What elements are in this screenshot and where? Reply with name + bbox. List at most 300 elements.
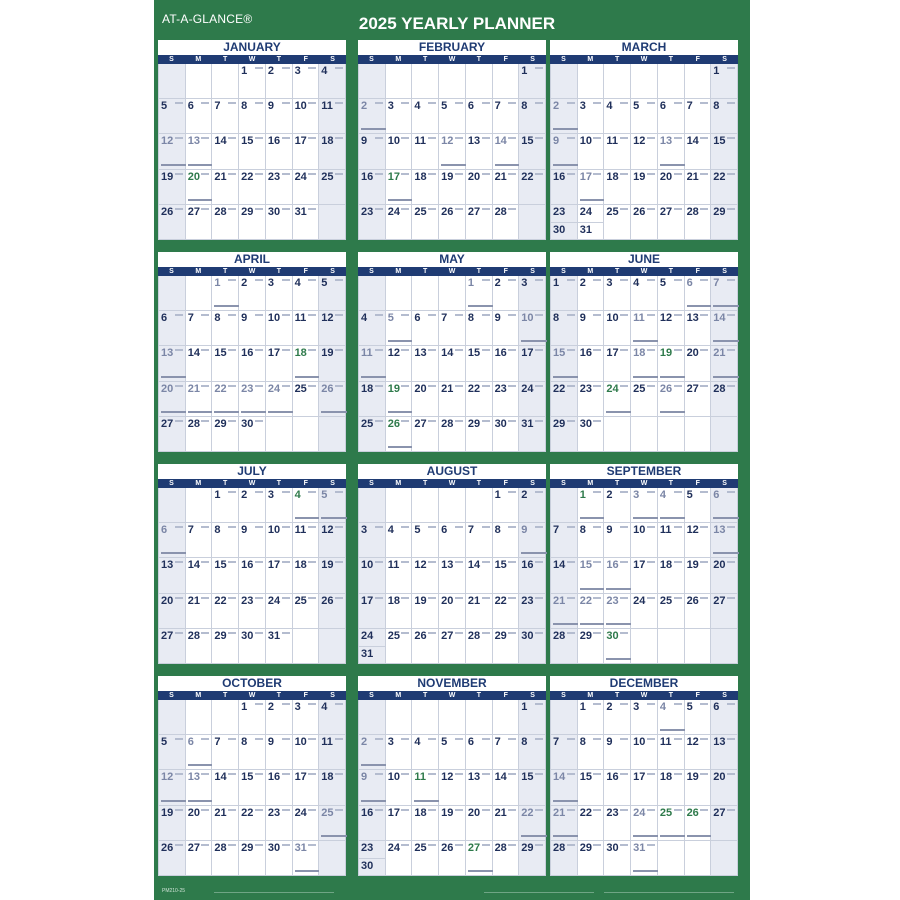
day-number: 24: [633, 594, 646, 607]
day-of-year-mark: [201, 526, 209, 528]
day-of-year-mark: [674, 349, 682, 351]
day-number: 15: [214, 559, 227, 572]
empty-cell: [386, 64, 413, 99]
weekday-label: S: [561, 480, 566, 487]
day-of-year-mark: [201, 597, 209, 599]
day-number: 23: [606, 594, 619, 607]
footer: [154, 886, 750, 900]
day-cell: [159, 523, 186, 558]
day-of-year-mark: [535, 137, 543, 139]
weekday-label: S: [369, 692, 374, 699]
holiday-note: [553, 835, 579, 837]
day-number: 7: [214, 736, 221, 749]
day-cell: [266, 806, 293, 841]
day-number: 18: [606, 170, 619, 183]
day-cell: [466, 806, 493, 841]
holiday-note: [713, 517, 739, 519]
day-number: 18: [294, 347, 307, 360]
day-of-year-mark: [482, 349, 490, 351]
day-cell: [578, 841, 605, 876]
day-of-year-mark: [535, 561, 543, 563]
day-of-year-mark: [567, 773, 575, 775]
day-of-year-mark: [335, 349, 343, 351]
day-number: 12: [686, 736, 699, 749]
day-cell: [493, 99, 520, 134]
day-of-year-mark: [201, 208, 209, 210]
day-of-year-mark: [228, 102, 236, 104]
day-number: 22: [467, 382, 481, 395]
empty-cell: [631, 417, 658, 452]
day-of-year-mark: [535, 420, 543, 422]
weekday-header: [550, 55, 738, 64]
weekday-label: T: [668, 480, 673, 487]
day-cell: [412, 311, 439, 346]
day-of-year-mark: [482, 208, 490, 210]
day-of-year-mark: [482, 102, 490, 104]
day-of-year-mark: [255, 279, 263, 281]
day-of-year-mark: [727, 703, 735, 705]
day-number: 6: [467, 100, 474, 113]
day-number: 5: [414, 524, 421, 537]
empty-cell: [359, 488, 386, 523]
day-of-year-mark: [308, 738, 316, 740]
day-cell: [493, 806, 520, 841]
day-of-year-mark: [175, 738, 183, 740]
day-cell: [711, 735, 738, 770]
empty-cell: [412, 64, 439, 99]
holiday-note: [388, 340, 414, 342]
day-number: 24: [294, 806, 307, 819]
day-of-year-mark: [567, 526, 575, 528]
day-number: 27: [441, 629, 454, 642]
day-cell: [319, 276, 346, 311]
day-cell: [711, 700, 738, 735]
month-march: [550, 40, 738, 240]
empty-cell: [386, 488, 413, 523]
day-of-year-mark: [175, 809, 183, 811]
weekday-label: M: [195, 56, 202, 63]
empty-cell: [386, 700, 413, 735]
day-of-year-mark: [674, 314, 682, 316]
weekday-label: W: [448, 268, 456, 275]
day-grid: [550, 488, 738, 664]
day-of-year-mark: [375, 561, 383, 563]
weekday-label: T: [615, 268, 620, 275]
day-cell: [631, 170, 658, 205]
day-cell: [239, 417, 266, 452]
day-of-year-mark: [567, 632, 575, 634]
empty-cell: [266, 417, 293, 452]
day-of-year-mark: [482, 632, 490, 634]
day-grid: [358, 276, 546, 452]
day-of-year-mark: [535, 632, 543, 634]
weekday-label: M: [395, 56, 402, 63]
day-number: 23: [579, 382, 592, 395]
day-of-year-mark: [228, 420, 236, 422]
weekday-header: [158, 691, 346, 700]
day-of-year-mark: [727, 349, 735, 351]
day-number: 4: [321, 701, 328, 713]
day-cell: [319, 99, 346, 134]
day-number: 1: [521, 65, 528, 77]
day-of-year-mark: [482, 314, 490, 316]
day-number: 28: [553, 629, 566, 642]
day-cell: [412, 594, 439, 629]
day-of-year-mark: [482, 420, 490, 422]
day-cell: [711, 770, 738, 805]
day-number: 6: [659, 100, 666, 113]
day-of-year-mark: [282, 67, 290, 69]
day-number: 9: [241, 312, 248, 325]
day-cell: [631, 346, 658, 381]
day-number: 27: [467, 841, 481, 854]
weekday-label: M: [587, 692, 594, 699]
day-number: 4: [387, 524, 394, 537]
weekday-label: T: [615, 56, 620, 63]
day-cell: [685, 735, 712, 770]
day-number: 28: [187, 629, 200, 642]
day-number: 18: [659, 559, 673, 572]
holiday-note: [295, 870, 321, 872]
day-number: 22: [579, 594, 592, 607]
weekday-label: S: [530, 480, 535, 487]
day-cell: [439, 594, 466, 629]
weekday-label: M: [195, 268, 202, 275]
day-number: 26: [441, 205, 454, 218]
weekday-label: W: [448, 56, 456, 63]
day-number: 6: [161, 524, 168, 537]
holiday-note: [633, 340, 659, 342]
empty-cell: [604, 417, 631, 452]
day-of-year-mark: [508, 173, 516, 175]
day-cell: [631, 594, 658, 629]
day-cell: [519, 170, 546, 205]
weekday-label: W: [248, 692, 256, 699]
day-of-year-mark: [535, 809, 543, 811]
day-number: 10: [606, 312, 619, 325]
day-cell: [159, 170, 186, 205]
weekday-label: M: [587, 56, 594, 63]
day-number: 19: [659, 347, 673, 360]
day-cell: [386, 523, 413, 558]
day-of-year-mark: [674, 137, 682, 139]
month-name: NOVEMBER: [358, 676, 546, 691]
day-number: 22: [241, 170, 254, 183]
day-of-year-mark: [335, 597, 343, 599]
day-cell: [631, 382, 658, 417]
day-cell: [711, 276, 738, 311]
day-cell: [578, 806, 605, 841]
day-cell: [159, 382, 186, 417]
day-of-year-mark: [428, 561, 436, 563]
weekday-label: S: [722, 268, 727, 275]
day-number: 17: [633, 771, 646, 784]
day-of-year-mark: [700, 279, 708, 281]
day-cell: [386, 417, 413, 452]
day-cell: [293, 311, 320, 346]
footer-fine-print: [484, 892, 594, 893]
day-number: 9: [241, 524, 248, 537]
day-cell: [685, 770, 712, 805]
day-cell: [319, 346, 346, 381]
day-of-year-mark: [508, 385, 516, 387]
day-cell: [551, 134, 578, 169]
day-of-year-mark: [282, 279, 290, 281]
day-number: 7: [441, 312, 448, 325]
day-of-year-mark: [255, 67, 263, 69]
day-number: 26: [633, 205, 646, 218]
day-of-year-mark: [647, 844, 655, 846]
day-of-year-mark: [401, 349, 409, 351]
day-of-year-mark: [593, 844, 601, 846]
day-cell: [159, 134, 186, 169]
day-number: 13: [441, 559, 454, 572]
day-cell: [631, 134, 658, 169]
day-cell: [359, 806, 386, 841]
day-number: 1: [713, 65, 720, 77]
day-number: 28: [686, 205, 699, 218]
day-number: 27: [187, 205, 200, 218]
day-cell: [266, 523, 293, 558]
day-of-year-mark: [228, 526, 236, 528]
holiday-note: [660, 376, 686, 378]
day-of-year-mark: [535, 349, 543, 351]
empty-cell: [658, 841, 685, 876]
day-number: 12: [441, 135, 454, 148]
day-number: 1: [214, 489, 221, 501]
day-cell: [493, 205, 520, 240]
day-cell: [293, 558, 320, 593]
day-number: 11: [294, 312, 307, 325]
day-of-year-mark: [175, 420, 183, 422]
day-cell: [519, 523, 546, 558]
day-of-year-mark: [428, 420, 436, 422]
day-number: 9: [579, 312, 586, 325]
day-cell: [578, 134, 605, 169]
day-number: 25: [294, 382, 307, 395]
day-number: 1: [553, 277, 560, 289]
day-of-year-mark: [700, 703, 708, 705]
day-of-year-mark: [308, 597, 316, 599]
day-of-year-mark: [282, 385, 290, 387]
holiday-note: [553, 800, 579, 802]
day-cell: [412, 629, 439, 664]
day-cell: [159, 594, 186, 629]
day-number: 17: [387, 170, 400, 183]
weekday-label: T: [423, 56, 428, 63]
day-of-year-mark: [375, 137, 383, 139]
day-of-year-mark: [593, 526, 601, 528]
day-cell: [685, 700, 712, 735]
day-number: 13: [467, 135, 481, 148]
day-number: 13: [161, 347, 174, 360]
day-of-year-mark: [335, 67, 343, 69]
day-number: 9: [361, 771, 368, 784]
day-number: 3: [294, 65, 301, 77]
empty-cell: [493, 700, 520, 735]
day-cell: [319, 134, 346, 169]
day-of-year-mark: [282, 137, 290, 139]
day-number: 5: [161, 736, 168, 749]
month-august: [358, 464, 546, 664]
day-cell: [386, 311, 413, 346]
empty-cell: [319, 417, 346, 452]
day-cell: [386, 841, 413, 876]
holiday-note: [553, 164, 579, 166]
holiday-note: [295, 517, 321, 519]
day-number: 18: [321, 135, 334, 148]
day-of-year-mark: [308, 491, 316, 493]
day-cell: [711, 134, 738, 169]
day-cell: [551, 735, 578, 770]
day-of-year-mark: [593, 137, 601, 139]
empty-cell: [493, 64, 520, 99]
day-of-year-mark: [455, 809, 463, 811]
day-cell: [551, 382, 578, 417]
day-cell: [551, 841, 578, 876]
day-cell: [212, 276, 239, 311]
day-cell: [293, 134, 320, 169]
day-cell: [412, 170, 439, 205]
day-cell: [604, 134, 631, 169]
day-of-year-mark: [455, 208, 463, 210]
day-of-year-mark: [508, 526, 516, 528]
day-cell: [519, 629, 546, 664]
day-number: 4: [606, 100, 613, 113]
day-of-year-mark: [175, 385, 183, 387]
day-of-year-mark: [255, 102, 263, 104]
day-of-year-mark: [567, 279, 575, 281]
day-cell: [359, 170, 386, 205]
day-number: 16: [494, 347, 507, 360]
day-of-year-mark: [255, 173, 263, 175]
day-of-year-mark: [620, 137, 628, 139]
empty-cell: [319, 629, 346, 664]
day-cell: [212, 594, 239, 629]
weekday-label: T: [276, 56, 281, 63]
weekday-label: M: [587, 268, 594, 275]
day-number: 19: [387, 382, 400, 395]
day-number: 23: [553, 205, 566, 218]
empty-cell: [711, 629, 738, 664]
holiday-note: [713, 552, 739, 554]
empty-cell: [159, 64, 186, 99]
day-cell: [578, 735, 605, 770]
day-number: 17: [606, 347, 619, 360]
day-cell: [578, 629, 605, 664]
day-number: 17: [579, 170, 592, 183]
weekday-label: S: [530, 692, 535, 699]
day-number: 30: [521, 629, 534, 642]
day-of-year-mark: [567, 844, 575, 846]
day-cell: [212, 806, 239, 841]
day-number: 21: [214, 170, 227, 183]
day-of-year-mark: [727, 526, 735, 528]
weekday-label: T: [615, 692, 620, 699]
day-of-year-mark: [228, 279, 236, 281]
day-cell: [386, 205, 413, 240]
day-number: 13: [686, 312, 699, 325]
day-cell: [386, 770, 413, 805]
day-number: 5: [686, 701, 693, 713]
day-cell: [212, 770, 239, 805]
day-of-year-mark: [335, 314, 343, 316]
day-number: 27: [659, 205, 673, 218]
day-number: 28: [467, 629, 481, 642]
day-cell: [239, 558, 266, 593]
day-number: 10: [633, 524, 646, 537]
day-of-year-mark: [401, 173, 409, 175]
day-of-year-mark: [727, 137, 735, 139]
day-number: 12: [414, 559, 427, 572]
day-of-year-mark: [567, 738, 575, 740]
holiday-note: [388, 411, 414, 413]
day-of-year-mark: [727, 773, 735, 775]
day-number: 1: [214, 277, 221, 289]
day-cell: [466, 417, 493, 452]
day-of-year-mark: [620, 314, 628, 316]
weekday-label: F: [695, 480, 700, 487]
day-of-year-mark: [255, 561, 263, 563]
day-number: 31: [294, 205, 307, 218]
day-number: 20: [659, 170, 673, 183]
day-number: 10: [387, 771, 400, 784]
weekday-label: S: [369, 56, 374, 63]
day-of-year-mark: [308, 314, 316, 316]
day-grid: [358, 64, 546, 240]
day-cell: [439, 205, 466, 240]
day-number: 22: [214, 594, 227, 607]
day-cell: [551, 276, 578, 311]
day-number: 18: [414, 806, 427, 819]
day-cell: [159, 841, 186, 876]
day-of-year-mark: [620, 349, 628, 351]
day-of-year-mark: [620, 526, 628, 528]
weekday-label: T: [476, 56, 481, 63]
day-cell: [493, 841, 520, 876]
day-number: 14: [467, 559, 481, 572]
day-of-year-mark: [228, 349, 236, 351]
day-of-year-mark: [308, 173, 316, 175]
day-of-year-mark: [567, 173, 575, 175]
day-of-year-mark: [535, 102, 543, 104]
day-number: 19: [321, 347, 334, 360]
month-name: DECEMBER: [550, 676, 738, 691]
day-cell: [293, 170, 320, 205]
holiday-note: [361, 128, 387, 130]
day-of-year-mark: [700, 809, 708, 811]
day-cell: [239, 488, 266, 523]
day-of-year-mark: [428, 809, 436, 811]
empty-cell: [412, 700, 439, 735]
day-number: 30: [606, 629, 619, 642]
day-number: 3: [387, 736, 394, 749]
day-cell: [212, 417, 239, 452]
day-of-year-mark: [593, 314, 601, 316]
brand-logo: AT-A-GLANCE®: [162, 12, 253, 26]
month-name: APRIL: [158, 252, 346, 267]
day-cell: [239, 523, 266, 558]
day-number: 1: [494, 489, 501, 501]
day-cell: [319, 311, 346, 346]
holiday-note: [388, 446, 414, 448]
day-of-year-mark: [255, 844, 263, 846]
day-number: 15: [241, 135, 254, 148]
day-of-year-mark: [508, 597, 516, 599]
day-number: 19: [161, 170, 174, 183]
day-number: 15: [241, 771, 254, 784]
day-cell: [359, 770, 386, 805]
